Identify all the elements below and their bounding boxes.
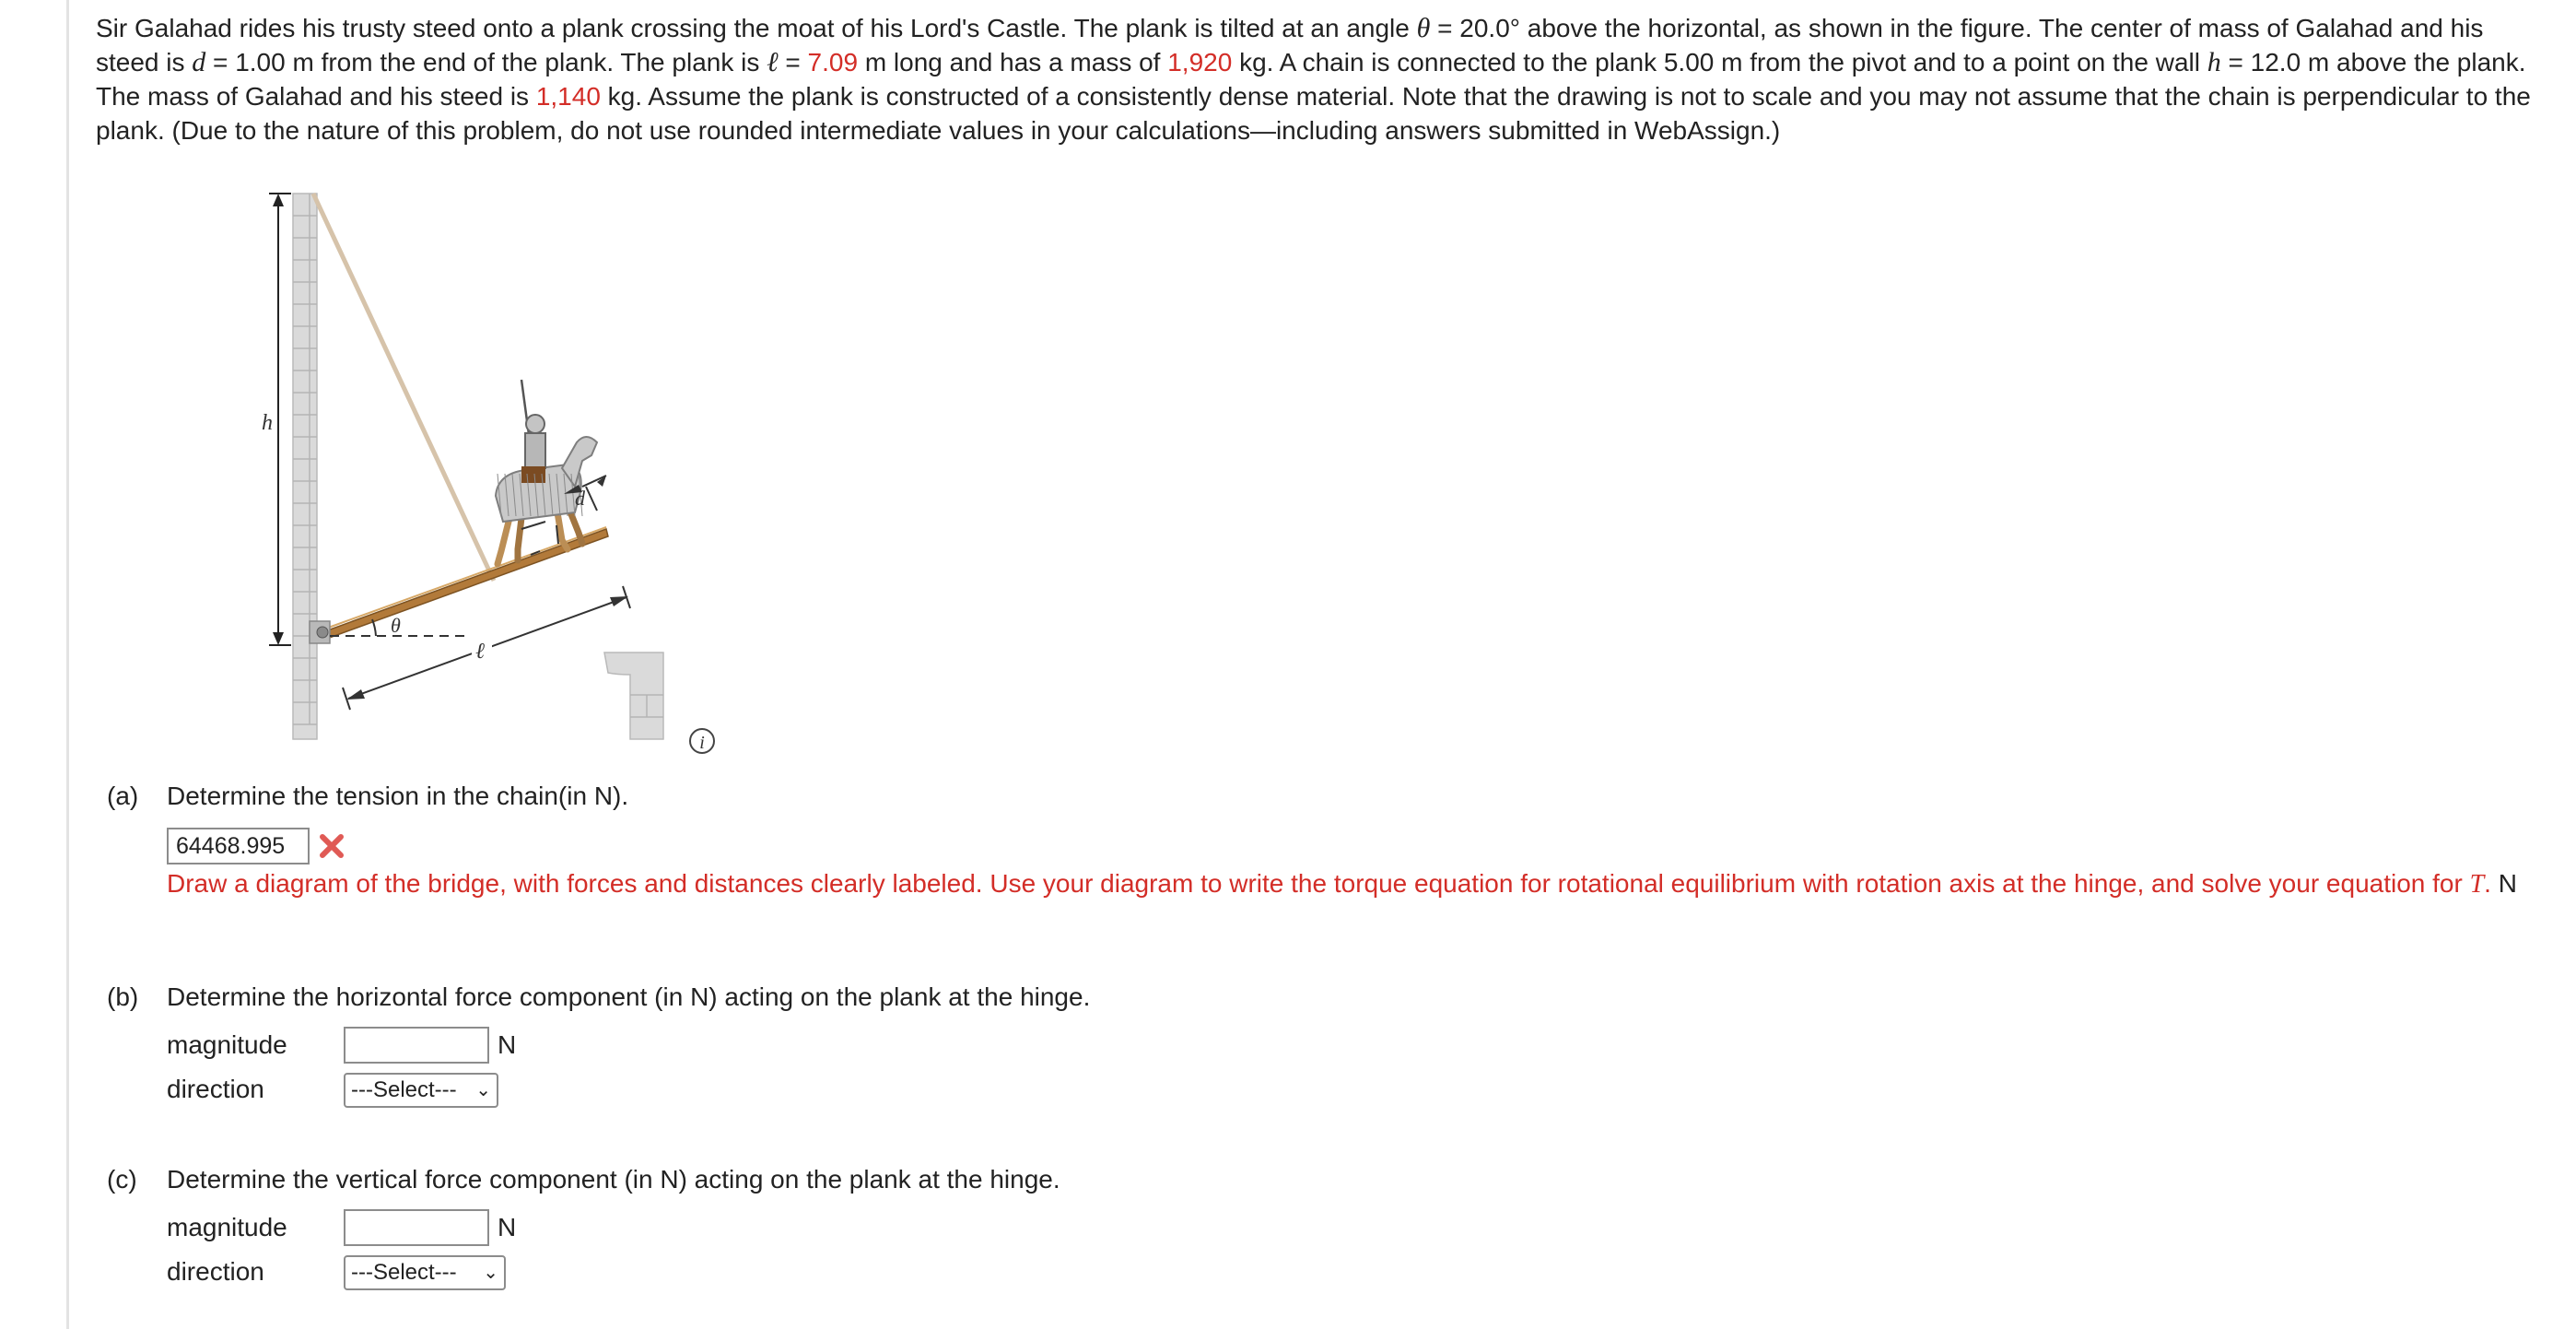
tension-answer-input[interactable]: 64468.995 [167, 828, 310, 864]
chevron-down-icon: ⌄ [483, 1263, 498, 1283]
info-icon[interactable]: i [689, 728, 715, 754]
knight-on-horse [496, 380, 597, 564]
theta-arc [372, 619, 376, 636]
part-a-feedback: Draw a diagram of the bridge, with forces and distances clearly labeled. Use your diagram to write the torque equation for rotational equilibrium with rotation axis at the hinge, and solve your equation for T. N [167, 869, 2517, 899]
part-c-unit: N [498, 1213, 517, 1241]
vertical-direction-select[interactable]: ---Select--- ⌄ [344, 1255, 506, 1290]
l-symbol: ℓ [767, 47, 779, 77]
horizontal-direction-select[interactable]: ---Select--- ⌄ [344, 1073, 498, 1108]
label-d: d [575, 487, 585, 510]
part-a-unit: N [2498, 869, 2517, 898]
part-c-magnitude-label: magnitude [167, 1213, 287, 1241]
part-b-magnitude-label: magnitude [167, 1030, 287, 1059]
part-c-question: Determine the vertical force component (in N) acting on the plank at the hinge. [167, 1165, 1060, 1194]
castle-plank-figure [221, 182, 737, 763]
part-a-question: Determine the tension in the chain(in N). [167, 782, 629, 810]
label-theta: θ [391, 614, 401, 637]
vertical-magnitude-input[interactable] [344, 1209, 489, 1246]
far-bank [604, 653, 663, 739]
part-b-unit: N [498, 1030, 517, 1059]
label-h: h [262, 411, 273, 435]
part-a-label: (a) [107, 782, 139, 810]
chevron-down-icon: ⌄ [475, 1080, 491, 1100]
horizontal-magnitude-input[interactable] [344, 1027, 489, 1064]
chain-line [313, 194, 494, 581]
theta-symbol: θ [1416, 13, 1431, 43]
part-b-label: (b) [107, 982, 139, 1011]
incorrect-x-icon [317, 831, 346, 861]
h-symbol: h [2207, 47, 2221, 77]
plank-length-value: 7.09 [807, 48, 859, 76]
part-c-direction-label: direction [167, 1257, 264, 1286]
part-b-direction-label: direction [167, 1075, 264, 1103]
part-b-question: Determine the horizontal force component (in N) acting on the plank at the hinge. [167, 982, 1091, 1011]
plank-mass-value: 1,920 [1167, 48, 1233, 76]
castle-wall [293, 194, 317, 739]
problem-statement: Sir Galahad rides his trusty steed onto a plank crossing the moat of his Lord's Castle. The plank is tilted at an angle θ = 20.0° above the horizontal, as shown in the figure. The center of mass of Galahad and his steed is d = 1.00 m from the end of the plank. The plank is ℓ = 7.09 m long and has a mass of 1,920 kg. A chain is connected to the plank 5.00 m from the pivot and to a point on the wall h = 12.0 m above the plank. The mass of Galahad and his steed is 1,140 kg. Assume the plank is constructed of a consistently dense material. Note that the drawing is not to scale and you may not assume that the chain is perpendicular to the plank. (Due to the nature of this problem, do not use rounded intermediate values in your calculations—including answers submitted in WebAssign.) [96, 13, 2531, 145]
rider-mass-value: 1,140 [535, 82, 601, 111]
page-left-border [66, 0, 69, 1329]
label-l: ℓ [475, 640, 485, 664]
h-arrow-top [273, 194, 284, 206]
part-c-label: (c) [107, 1165, 137, 1194]
d-symbol: d [192, 47, 206, 77]
h-arrow-bottom [273, 632, 284, 645]
